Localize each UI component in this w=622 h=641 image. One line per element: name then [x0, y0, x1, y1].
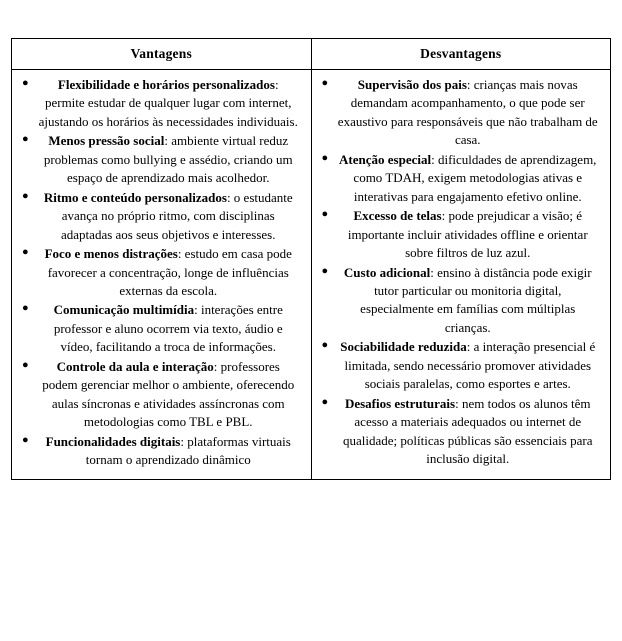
table-header: [12, 39, 611, 70]
list-item-text: Controle da aula e interação: professores podem gerenciar melhor o ambiente, oferecendo aulas síncronas e atividades assíncronas com metodologias como TBL e PBL.: [42, 358, 295, 430]
list-item-text: Desafios estruturais: nem todos os alunos têm acesso a materiais adequados ou internet de qualidade; políticas públicas são essenciais para inclusão digital.: [343, 395, 593, 467]
bullet-icon: ●: [22, 302, 29, 315]
list-item: [20, 433, 303, 470]
list-item-text: Menos pressão social: ambiente virtual reduz problemas como bullying e assédio, criando um espaço de aprendizado mais acolhedor.: [43, 133, 293, 186]
table-row: [12, 70, 611, 480]
list-item-term: Custo adicional: [343, 264, 431, 280]
bullet-icon: ●: [321, 264, 329, 277]
list-item-text: Comunicação multimídia: interações entre professor e aluno ocorrem via texto, áudio e vídeo, facilitando a troca de informações.: [53, 302, 283, 355]
bullet-icon: ●: [22, 133, 29, 146]
bullet-icon: ●: [321, 395, 329, 408]
table-body: [12, 70, 611, 480]
list-item-text: Custo adicional: ensino à distância pode exigir tutor particular ou monitoria digital, especialmente em famílias com múltiplas crianças.: [343, 264, 592, 335]
vantagens-list: [20, 76, 303, 470]
list-item-term: Excesso de telas: [353, 208, 442, 224]
list-item-term: Controle da aula e interação: [56, 358, 214, 374]
bullet-icon: ●: [321, 339, 329, 352]
list-item-term: Comunicação multimídia: [53, 302, 195, 318]
list-item: [320, 338, 603, 393]
bullet-icon: ●: [22, 358, 29, 371]
list-item-text: Sociabilidade reduzida: a interação presencial é limitada, sendo necessário promover atividades sociais paralelas, como esportes e artes.: [340, 339, 596, 392]
bullet-icon: ●: [22, 189, 29, 202]
list-item-term: Menos pressão social: [48, 133, 165, 149]
list-item-text: Foco e menos distrações: estudo em casa pode favorecer a concentração, longe de influências externas da escola.: [44, 246, 292, 298]
list-item: [20, 189, 303, 244]
bullet-icon: ●: [321, 151, 329, 164]
list-item-term: Ritmo e conteúdo personalizados: [43, 189, 227, 205]
comparison-table: [11, 38, 611, 480]
list-item: [20, 76, 303, 131]
column-header-desvantagens: Desvantagens: [311, 39, 611, 70]
bullet-icon: ●: [321, 208, 329, 221]
list-item-term: Atenção especial: [339, 151, 432, 167]
table-header-row: [12, 39, 611, 70]
list-item-term: Desafios estruturais: [344, 395, 456, 411]
list-item-text: Ritmo e conteúdo personalizados: o estudante avança no próprio ritmo, com disciplinas adaptadas aos seus objetivos e interesses.: [43, 189, 293, 242]
list-item: [320, 395, 603, 469]
bullet-icon: ●: [22, 433, 29, 446]
bullet-icon: ●: [321, 77, 329, 89]
list-item-term: Funcionalidades digitais: [45, 433, 181, 449]
bullet-icon: ●: [22, 77, 29, 89]
list-item-term: Supervisão dos pais: [357, 77, 467, 92]
list-item: [20, 358, 303, 432]
cell-desvantagens: [311, 70, 611, 480]
list-item-text: Supervisão dos pais: crianças mais novas demandam acompanhamento, o que pode ser exaustivo para responsáveis que não trabalham de casa.: [337, 77, 598, 148]
list-item-text: Excesso de telas: pode prejudicar a visão; é importante incluir atividades offline e orientar sobre filtros de luz azul.: [347, 208, 588, 261]
list-item: [20, 132, 303, 187]
list-item: [320, 264, 603, 338]
list-item: [320, 76, 603, 150]
list-item-term: Foco e menos distrações: [44, 246, 178, 262]
bullet-icon: ●: [22, 246, 29, 259]
desvantagens-list: [320, 76, 603, 469]
column-header-vantagens: Vantagens: [12, 39, 312, 70]
list-item: [20, 301, 303, 356]
list-item: [320, 151, 603, 206]
list-item-text: Flexibilidade e horários personalizados: permite estudar de qualquer lugar com internet, ajustando os horários às necessidades individuais.: [38, 77, 298, 129]
list-item-text: Atenção especial: dificuldades de aprendizagem, como TDAH, exigem metodologias ativas e interativas para engajamento efetivo online.: [339, 151, 597, 204]
list-item: [20, 245, 303, 300]
list-item: [320, 207, 603, 262]
list-item-term: Flexibilidade e horários personalizados: [57, 77, 275, 92]
list-item-text: Funcionalidades digitais: plataformas virtuais tornam o aprendizado dinâmico: [45, 433, 291, 468]
list-item-term: Sociabilidade reduzida: [340, 339, 467, 355]
cell-vantagens: [12, 70, 312, 480]
